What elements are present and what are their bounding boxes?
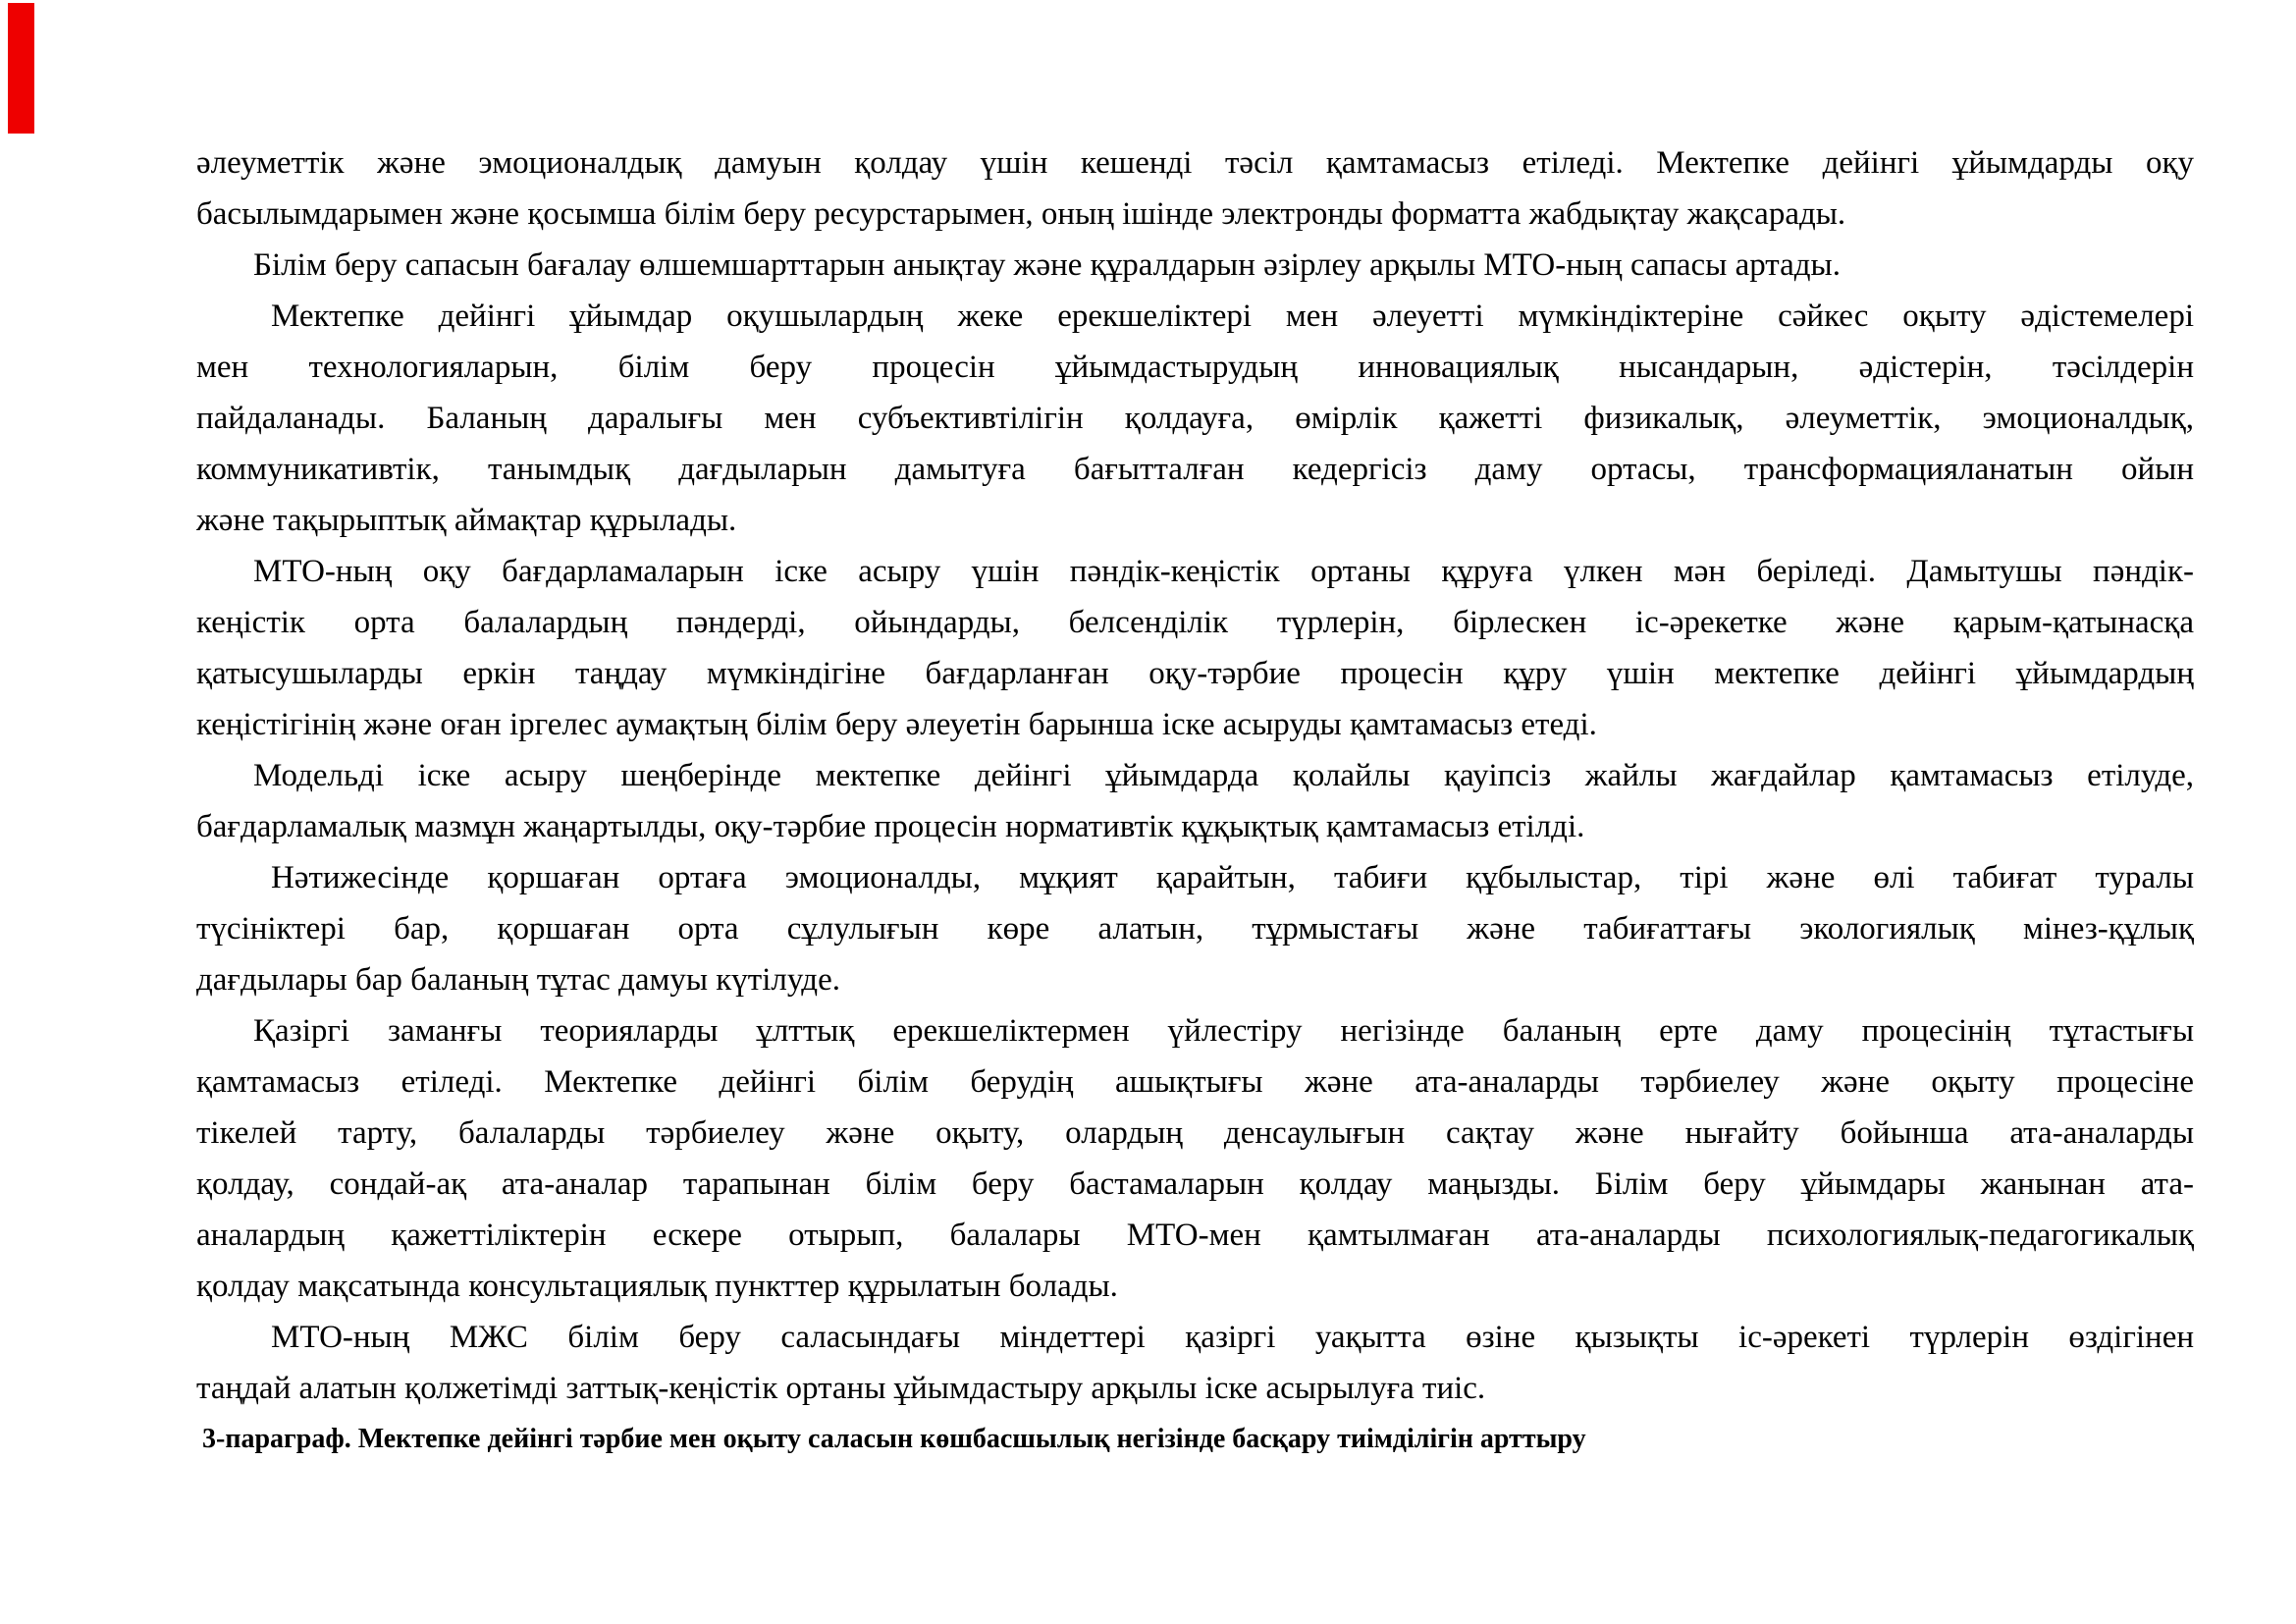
text-line: қамтамасыз етіледі. Мектепке дейінгі білім берудің ашықтығы және ата-аналарды тәрбиелеу және оқыту процесіне: [196, 1064, 2194, 1100]
text-line: дағдылары бар баланың тұтас дамуы күтілуде.: [196, 962, 840, 998]
text-line: қолдау мақсатында консультациялық пункттер құрылатын болады.: [196, 1269, 1118, 1304]
text-line: Мектепке дейінгі ұйымдар оқушылардың жеке ерекшеліктері мен әлеуетті мүмкіндіктеріне сәйкес оқыту әдістемелері: [271, 298, 2194, 334]
text-line: Модельді іске асыру шеңберінде мектепке дейінгі ұйымдарда қолайлы қауіпсіз жайлы жағдайлар қамтамасыз етілуде,: [253, 758, 2194, 793]
text-line: тікелей тарту, балаларды тәрбиелеу және оқыту, олардың денсаулығын сақтау және нығайту бойынша ата-аналарды: [196, 1115, 2194, 1151]
text-line: бағдарламалық мазмұн жаңартылды, оқу-тәрбие процесін нормативтік құқықтық қамтамасыз етілді.: [196, 809, 1585, 844]
section-heading: 3-параграф. Мектепке дейінгі тәрбие мен оқыту саласын көшбасшылық негізінде басқару тиімділігін арттыру: [202, 1424, 1586, 1454]
text-block: [196, 137, 2194, 1465]
text-line: түсініктері бар, қоршаған орта сұлулығын көре алатын, тұрмыстағы және табиғаттағы экологиялық мінез-құлық: [196, 911, 2194, 947]
text-line: және тақырыптық аймақтар құрылады.: [196, 503, 737, 538]
text-line: кеңістік орта балалардың пәндерді, ойындарды, белсенділік түрлерін, бірлескен іс-әрекетке және қарым-қатынасқа: [196, 605, 2194, 640]
text-line: таңдай алатын қолжетімді заттық-кеңістік ортаны ұйымдастыру арқылы іске асырылуға тиіс.: [196, 1371, 1486, 1406]
text-line: пайдаланады. Баланың даралығы мен субъективтілігін қолдауға, өмірлік қажетті физикалық, әлеуметтік, эмоционалдық,: [196, 401, 2194, 436]
text-line: МТО-ның оқу бағдарламаларын іске асыру үшін пәндік-кеңістік ортаны құруға үлкен мән беріледі. Дамытушы пәндік-: [253, 554, 2194, 589]
text-line: коммуникативтік, танымдық дағдыларын дамытуға бағытталған кедергісіз даму ортасы, трансформацияланатын ойын: [196, 452, 2194, 487]
text-line: кеңістігінің және оған іргелес аумақтың білім беру әлеуетін барынша іске асыруды қамтамасыз етеді.: [196, 707, 1597, 742]
text-line: әлеуметтік және эмоционалдық дамуын қолдау үшін кешенді тәсіл қамтамасыз етіледі. Мектепке дейінгі ұйымдарды оқу: [196, 145, 2194, 181]
red-marker: [8, 3, 34, 134]
text-line: қолдау, сондай-ақ ата-аналар тарапынан білім беру бастамаларын қолдау маңызды. Білім беру ұйымдары жанынан ата-: [196, 1166, 2194, 1202]
text-line: мен технологияларын, білім беру процесін ұйымдастырудың инновациялық нысандарын, әдістерін, тәсілдерін: [196, 350, 2194, 385]
text-line: Қазіргі заманғы теорияларды ұлттық ерекшеліктермен үйлестіру негізінде баланың ерте даму процесінің тұтастығы: [253, 1013, 2194, 1049]
text-line: Білім беру сапасын бағалау өлшемшарттарын анықтау және құралдарын әзірлеу арқылы МТО-ның сапасы артады.: [253, 247, 1841, 283]
text-line: қатысушыларды еркін таңдау мүмкіндігіне бағдарланған оқу-тәрбие процесін құру үшін мектепке дейінгі ұйымдардың: [196, 656, 2194, 691]
text-line: Нәтижесінде қоршаған ортаға эмоционалды, мұқият қарайтын, табиғи құбылыстар, тірі және өлі табиғат туралы: [271, 860, 2194, 895]
text-line: басылымдарымен және қосымша білім беру ресурстарымен, оның ішінде электронды форматта жабдықтау жақсарады.: [196, 196, 1846, 232]
text-line: аналардың қажеттіліктерін ескере отырып, балалары МТО-мен қамтылмаған ата-аналарды психологиялық-педагогикалық: [196, 1218, 2194, 1253]
text-line: МТО-ның МЖС білім беру саласындағы міндеттері қазіргі уақытта өзіне қызықты іс-әрекеті түрлерін өздігінен: [271, 1320, 2194, 1355]
